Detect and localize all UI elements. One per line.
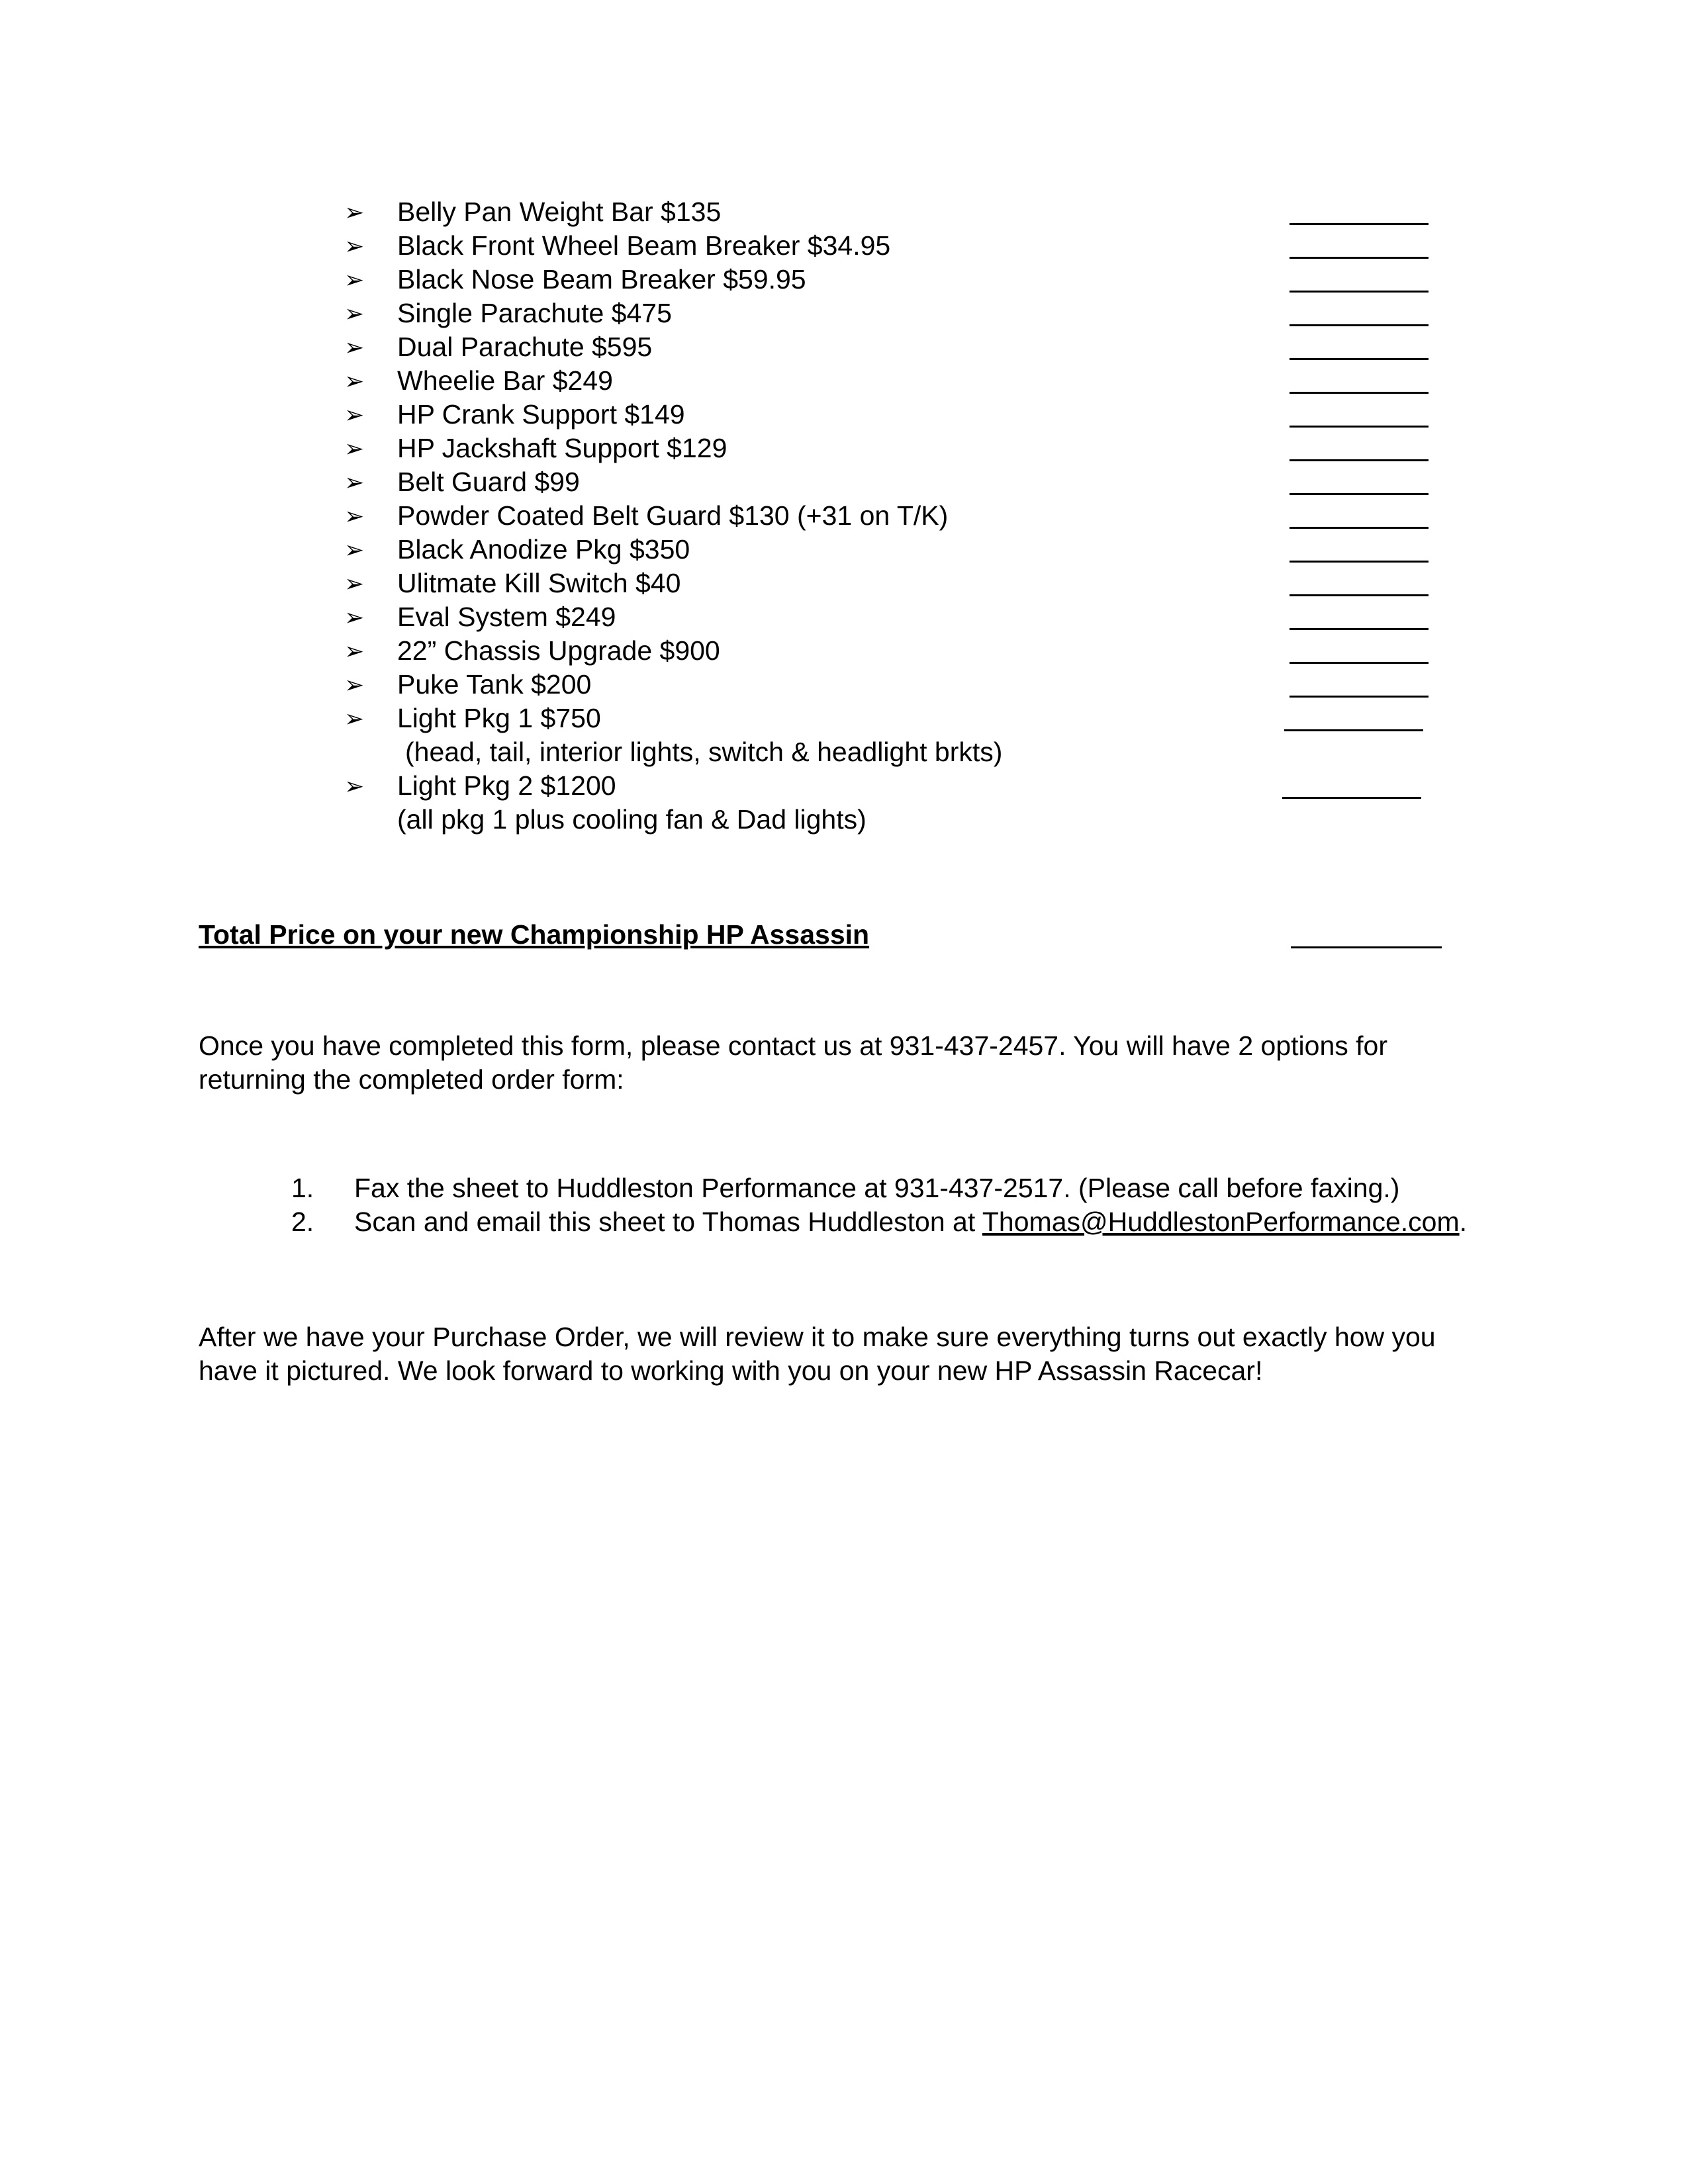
option-quantity-blank[interactable]	[1289, 257, 1429, 259]
option-item	[344, 567, 1470, 600]
return-options-list	[291, 1171, 1549, 1239]
option-item	[344, 465, 1470, 499]
option-item	[344, 702, 1470, 769]
option-label: Powder Coated Belt Guard $130 (+31 on T/K)	[397, 500, 949, 531]
email-link[interactable]: Thomas@HuddlestonPerformance.com	[982, 1206, 1460, 1237]
option-label: Black Front Wheel Beam Breaker $34.95	[397, 230, 891, 261]
arrow-bullet-icon: ➢	[344, 300, 365, 327]
option-label: Dual Parachute $595	[397, 332, 653, 362]
arrow-bullet-icon: ➢	[344, 502, 365, 529]
option-quantity-blank[interactable]	[1289, 594, 1429, 596]
arrow-bullet-icon: ➢	[344, 469, 365, 496]
option-item	[344, 364, 1470, 398]
option-label: Wheelie Bar $249	[397, 365, 613, 396]
step-text-after: .	[1459, 1206, 1467, 1237]
arrow-bullet-icon: ➢	[344, 536, 365, 563]
option-item	[344, 600, 1470, 634]
arrow-bullet-icon: ➢	[344, 705, 365, 732]
option-item	[344, 398, 1470, 432]
option-item	[344, 533, 1470, 567]
option-item	[344, 296, 1470, 330]
option-item	[344, 499, 1470, 533]
option-quantity-blank[interactable]	[1289, 662, 1429, 664]
option-label: Puke Tank $200	[397, 669, 592, 700]
option-quantity-blank[interactable]	[1289, 561, 1429, 563]
total-price-blank[interactable]	[1291, 946, 1442, 948]
return-option-item	[291, 1205, 1549, 1239]
option-item	[344, 263, 1470, 296]
option-quantity-blank[interactable]	[1289, 493, 1429, 495]
option-item	[344, 330, 1470, 364]
return-option-item	[291, 1171, 1549, 1205]
step-text	[354, 1205, 1467, 1239]
step-number: 1.	[291, 1173, 314, 1203]
option-label: Light Pkg 2 $1200	[397, 770, 616, 801]
arrow-bullet-icon: ➢	[344, 199, 365, 226]
arrow-bullet-icon: ➢	[344, 266, 365, 293]
arrow-bullet-icon: ➢	[344, 570, 365, 597]
option-label: Black Anodize Pkg $350	[397, 534, 690, 565]
option-quantity-blank[interactable]	[1289, 223, 1429, 225]
step-text-before: Scan and email this sheet to Thomas Huddleston at	[354, 1206, 982, 1237]
arrow-bullet-icon: ➢	[344, 367, 365, 394]
step-number: 2.	[291, 1206, 314, 1237]
option-quantity-blank[interactable]	[1289, 291, 1429, 293]
option-quantity-blank[interactable]	[1289, 527, 1429, 529]
options-list	[344, 195, 1470, 837]
arrow-bullet-icon: ➢	[344, 772, 365, 799]
option-label: Single Parachute $475	[397, 298, 672, 328]
option-item	[344, 668, 1470, 702]
arrow-bullet-icon: ➢	[344, 232, 365, 259]
option-label: Belly Pan Weight Bar $135	[397, 197, 722, 227]
arrow-bullet-icon: ➢	[344, 671, 365, 698]
arrow-bullet-icon: ➢	[344, 604, 365, 631]
option-quantity-blank[interactable]	[1289, 628, 1429, 630]
arrow-bullet-icon: ➢	[344, 401, 365, 428]
contact-paragraph: Once you have completed this form, please contact us at 931-437-2457. You will have 2 options for returning the completed order form:	[199, 1030, 1387, 1095]
option-quantity-blank[interactable]	[1289, 696, 1429, 698]
option-quantity-blank[interactable]	[1289, 324, 1429, 326]
option-item	[344, 195, 1470, 229]
option-label: HP Jackshaft Support $129	[397, 433, 727, 463]
option-quantity-blank[interactable]	[1289, 392, 1429, 394]
option-label: Belt Guard $99	[397, 467, 580, 497]
option-label: Ulitmate Kill Switch $40	[397, 568, 681, 598]
total-price-row	[199, 917, 1456, 953]
option-quantity-blank[interactable]	[1282, 797, 1421, 799]
option-item	[344, 432, 1470, 465]
closing-paragraph: After we have your Purchase Order, we will review it to make sure everything turns out exactly how you have it pictured. We look forward to working with you on your new HP Assassin Racecar!	[199, 1322, 1436, 1386]
step-text: Fax the sheet to Huddleston Performance at 931-437-2517. (Please call before faxing.)	[354, 1173, 1400, 1203]
total-price-label: Total Price on your new Championship HP Assassin	[199, 919, 870, 950]
option-quantity-blank[interactable]	[1289, 426, 1429, 428]
option-quantity-blank[interactable]	[1284, 729, 1423, 731]
arrow-bullet-icon: ➢	[344, 334, 365, 361]
option-quantity-blank[interactable]	[1289, 459, 1429, 461]
option-label: HP Crank Support $149	[397, 399, 685, 430]
arrow-bullet-icon: ➢	[344, 637, 365, 664]
option-sub-description: (head, tail, interior lights, switch & headlight brkts)	[405, 737, 1003, 767]
option-quantity-blank[interactable]	[1289, 358, 1429, 360]
option-label: Eval System $249	[397, 602, 616, 632]
option-item	[344, 634, 1470, 668]
option-label: 22” Chassis Upgrade $900	[397, 635, 720, 666]
option-item	[344, 769, 1470, 837]
arrow-bullet-icon: ➢	[344, 435, 365, 462]
option-item	[344, 229, 1470, 263]
option-label: Light Pkg 1 $750	[397, 703, 601, 733]
option-sub-description: (all pkg 1 plus cooling fan & Dad lights)	[397, 804, 867, 835]
option-label: Black Nose Beam Breaker $59.95	[397, 264, 806, 295]
